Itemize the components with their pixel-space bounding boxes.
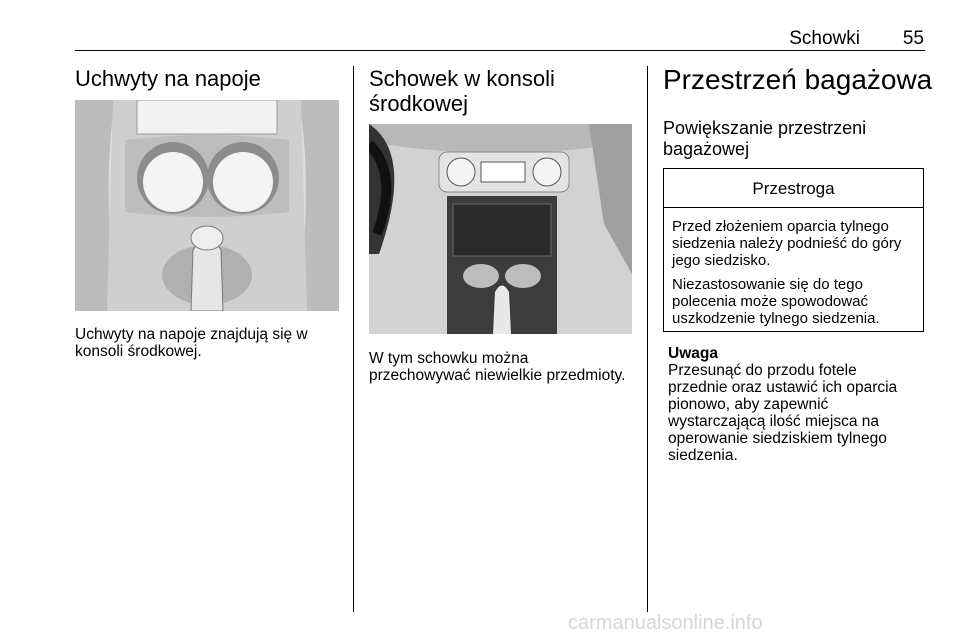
watermark: carmanualsonline.info <box>568 612 763 634</box>
column-divider <box>647 66 648 612</box>
note-block <box>668 345 918 464</box>
center-console-text: W tym schowku można przechowywać niewielkie przedmioty. <box>369 350 626 384</box>
cup-holders-heading: Uchwyty na napoje <box>75 66 261 91</box>
luggage-space-heading: Przestrzeń bagażowa <box>663 64 933 95</box>
caution-text-2: Niezastosowanie się do tego polecenia może spowodować uszkodzenie tylnego siedzenia. <box>672 276 880 327</box>
caution-title: Przestroga <box>664 169 923 208</box>
enlarging-luggage-space-subheading: Powiększanie przestrzeni bagażowej <box>663 118 867 159</box>
note-title: Uwaga <box>668 345 718 362</box>
header-rule <box>75 50 925 51</box>
note-text: Przesunąć do przodu fotele przednie oraz ustawić ich oparcia pionowo, aby zapewnić wystarczającą ilość miejsca na operowanie siedziskiem tylnego siedzenia. <box>668 362 898 464</box>
cup-holders-text: Uchwyty na napoje znajdują się w konsoli środkowej. <box>75 326 308 360</box>
caution-text-1: Przed złożeniem oparcia tylnego siedzenia należy podnieść do góry jego siedzisko. <box>672 218 902 269</box>
caution-box <box>663 168 924 332</box>
center-console-storage-heading: Schowek w konsoli środkowej <box>369 66 555 116</box>
section-title: Schowki <box>789 28 860 49</box>
cup-holders-illustration <box>75 100 339 311</box>
center-console-illustration <box>369 124 632 334</box>
page-number: 55 <box>902 28 924 49</box>
column-divider <box>353 66 354 612</box>
